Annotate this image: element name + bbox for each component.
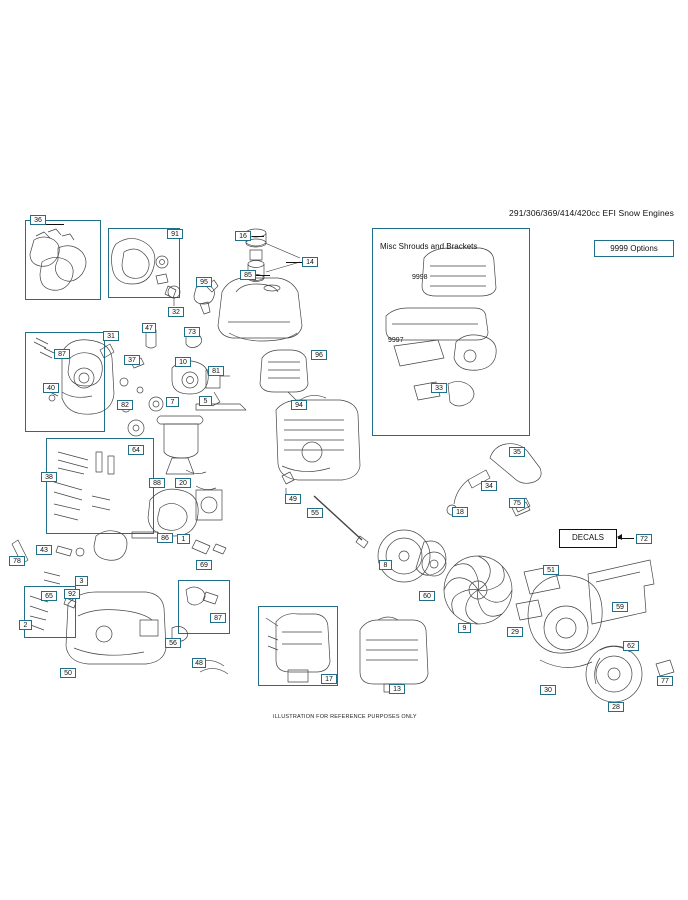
footer-note: ILLUSTRATION FOR REFERENCE PURPOSES ONLY bbox=[273, 714, 417, 720]
callout-60[interactable]: 60 bbox=[419, 591, 435, 601]
callout-30[interactable]: 30 bbox=[540, 685, 556, 695]
callout-16[interactable]: 16 bbox=[235, 231, 251, 241]
callout-10[interactable]: 10 bbox=[175, 357, 191, 367]
callout-78[interactable]: 78 bbox=[9, 556, 25, 566]
callout-64[interactable]: 64 bbox=[128, 445, 144, 455]
callout-73[interactable]: 73 bbox=[184, 327, 200, 337]
callout-91[interactable]: 91 bbox=[167, 229, 183, 239]
callout-69[interactable]: 69 bbox=[196, 560, 212, 570]
callout-1[interactable]: 1 bbox=[177, 534, 190, 544]
callout-14[interactable]: 14 bbox=[302, 257, 318, 267]
callout-95[interactable]: 95 bbox=[196, 277, 212, 287]
callout-37[interactable]: 37 bbox=[124, 355, 140, 365]
callout-5[interactable]: 5 bbox=[199, 396, 212, 406]
callout-87b[interactable]: 87 bbox=[210, 613, 226, 623]
callout-94[interactable]: 94 bbox=[291, 400, 307, 410]
misc-label-9997: 9997 bbox=[388, 337, 404, 344]
callout-82[interactable]: 82 bbox=[117, 400, 133, 410]
misc-label-9998: 9998 bbox=[412, 274, 428, 281]
callout-18[interactable]: 18 bbox=[452, 507, 468, 517]
callout-87[interactable]: 87 bbox=[54, 349, 70, 359]
callout-49[interactable]: 49 bbox=[285, 494, 301, 504]
callout-81[interactable]: 81 bbox=[208, 366, 224, 376]
callout-56[interactable]: 56 bbox=[165, 638, 181, 648]
callout-96[interactable]: 96 bbox=[311, 350, 327, 360]
callout-9[interactable]: 9 bbox=[458, 623, 471, 633]
leader-16 bbox=[252, 236, 264, 237]
callout-47[interactable]: 47 bbox=[142, 323, 156, 333]
leader-14 bbox=[286, 262, 302, 263]
callout-51[interactable]: 51 bbox=[543, 565, 559, 575]
callout-29[interactable]: 29 bbox=[507, 627, 523, 637]
callout-92[interactable]: 92 bbox=[64, 589, 80, 599]
callout-31[interactable]: 31 bbox=[103, 331, 119, 341]
callout-86[interactable]: 86 bbox=[157, 533, 173, 543]
callout-36[interactable]: 36 bbox=[30, 215, 46, 225]
callout-2[interactable]: 2 bbox=[19, 620, 32, 630]
callout-35[interactable]: 35 bbox=[509, 447, 525, 457]
callout-38[interactable]: 38 bbox=[41, 472, 57, 482]
callout-13[interactable]: 13 bbox=[389, 684, 405, 694]
callout-34[interactable]: 34 bbox=[481, 481, 497, 491]
options-box[interactable]: 9999 Options bbox=[594, 240, 674, 257]
callout-72[interactable]: 72 bbox=[636, 534, 652, 544]
callout-65[interactable]: 65 bbox=[41, 591, 57, 601]
callout-7[interactable]: 7 bbox=[166, 397, 179, 407]
callout-20[interactable]: 20 bbox=[175, 478, 191, 488]
decals-box[interactable]: DECALS bbox=[559, 529, 617, 548]
callout-75[interactable]: 75 bbox=[509, 498, 525, 508]
callout-55[interactable]: 55 bbox=[307, 508, 323, 518]
misc-callout-33[interactable]: 33 bbox=[431, 383, 447, 393]
callout-59[interactable]: 59 bbox=[612, 602, 628, 612]
callout-8[interactable]: 8 bbox=[379, 560, 392, 570]
callout-17[interactable]: 17 bbox=[321, 674, 337, 684]
leader-85 bbox=[256, 275, 270, 276]
callout-50[interactable]: 50 bbox=[60, 668, 76, 678]
callout-62[interactable]: 62 bbox=[623, 641, 639, 651]
page-title: 291/306/369/414/420cc EFI Snow Engines bbox=[509, 208, 674, 218]
callout-48[interactable]: 48 bbox=[192, 658, 206, 668]
callout-32[interactable]: 32 bbox=[168, 307, 184, 317]
callout-3[interactable]: 3 bbox=[75, 576, 88, 586]
misc-shrouds-panel-title: Misc Shrouds and Brackets bbox=[380, 242, 478, 251]
callout-43[interactable]: 43 bbox=[36, 545, 52, 555]
callout-40[interactable]: 40 bbox=[43, 383, 59, 393]
leader-36 bbox=[46, 224, 64, 225]
callout-85[interactable]: 85 bbox=[240, 270, 256, 280]
callout-28[interactable]: 28 bbox=[608, 702, 624, 712]
callout-77[interactable]: 77 bbox=[657, 676, 673, 686]
callout-88[interactable]: 88 bbox=[149, 478, 165, 488]
